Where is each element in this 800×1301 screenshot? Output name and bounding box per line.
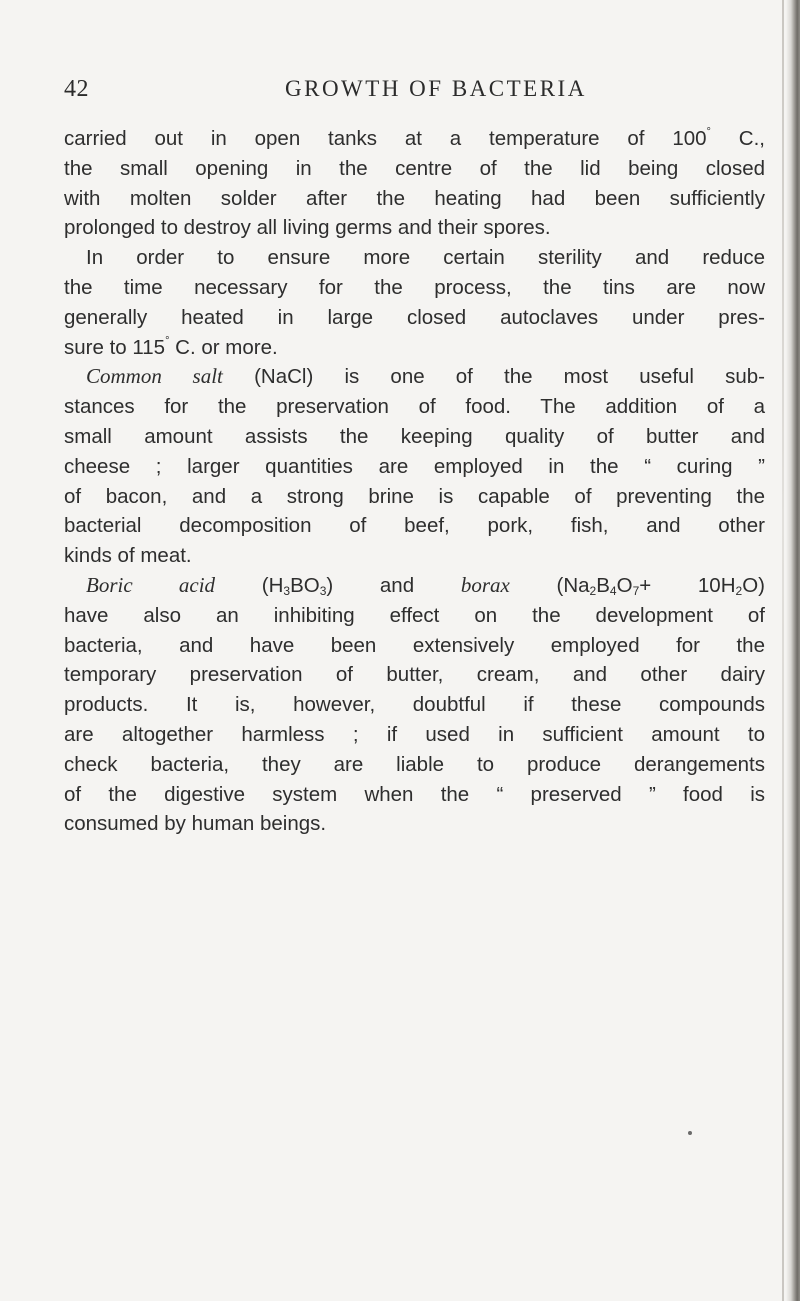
chemical-formula: $(Na_2B_4O_7+ 10H_2O)$ — [556, 573, 765, 598]
text-line: consumed by human beings. — [64, 812, 327, 836]
text-line — [64, 124, 765, 154]
degree-sign: ° — [706, 126, 711, 138]
print-speck — [688, 1131, 692, 1135]
running-title: GROWTH OF BACTERIA — [285, 76, 587, 101]
text-line: are altogether harmless ; if used in sufficient amount to — [64, 722, 765, 746]
text-segment: and — [379, 573, 415, 597]
text-line — [64, 333, 765, 363]
paragraph-start-line — [64, 571, 765, 601]
italic-term: borax — [460, 572, 510, 597]
paragraph-start-line: In order to ensure more certain sterility and reduce — [86, 246, 765, 270]
italic-term: Common salt — [86, 364, 223, 389]
text-segment: carried out in open tanks at a temperature of 100 — [64, 127, 707, 150]
italic-term: Boric acid — [86, 572, 216, 597]
degree-sign: ° — [165, 334, 170, 347]
body-text — [64, 124, 765, 839]
page-edge — [786, 0, 800, 1301]
text-line: products. It is, however, doubtful if these compounds — [64, 693, 765, 717]
text-line: of the digestive system when the “ preserved ” food is — [64, 782, 765, 806]
text-line: stances for the preservation of food. The addition of a — [64, 395, 765, 419]
text-segment: (NaCl) is one of the most useful sub- — [254, 365, 766, 389]
text-line: temporary preservation of butter, cream, and other dairy — [64, 663, 765, 687]
text-line: small amount assists the keeping quality of butter and — [64, 424, 765, 448]
text-line: check bacteria, they are liable to produce derangements — [64, 752, 765, 776]
text-line: with molten solder after the heating had been sufficiently — [64, 186, 765, 210]
page-binding-shadow — [782, 0, 784, 1301]
text-line: the small opening in the centre of the lid being closed — [64, 156, 765, 180]
text-line: the time necessary for the process, the tins are now — [64, 275, 765, 299]
text-line: bacterial decomposition of beef, pork, fish, and other — [64, 514, 765, 538]
text-line: generally heated in large closed autoclaves under pres- — [64, 305, 765, 329]
text-segment: C. or more. — [175, 335, 278, 359]
paragraph-start-line — [64, 362, 765, 392]
text-line: of bacon, and a strong brine is capable of preventing the — [64, 484, 765, 508]
text-segment: sure to 115 — [64, 335, 166, 359]
text-line: cheese ; larger quantities are employed in the “ curing ” — [64, 454, 765, 478]
chemical-formula: $(H_3BO_3)$ — [261, 573, 334, 598]
text-line: prolonged to destroy all living germs and their spores. — [64, 216, 551, 240]
text-line: kinds of meat. — [64, 544, 192, 568]
page-header — [64, 76, 724, 110]
text-line: have also an inhibiting effect on the development of — [64, 603, 765, 627]
text-segment: C., — [738, 127, 765, 150]
text-line: bacteria, and have been extensively employed for the — [64, 633, 765, 657]
page-number: 42 — [64, 76, 89, 102]
